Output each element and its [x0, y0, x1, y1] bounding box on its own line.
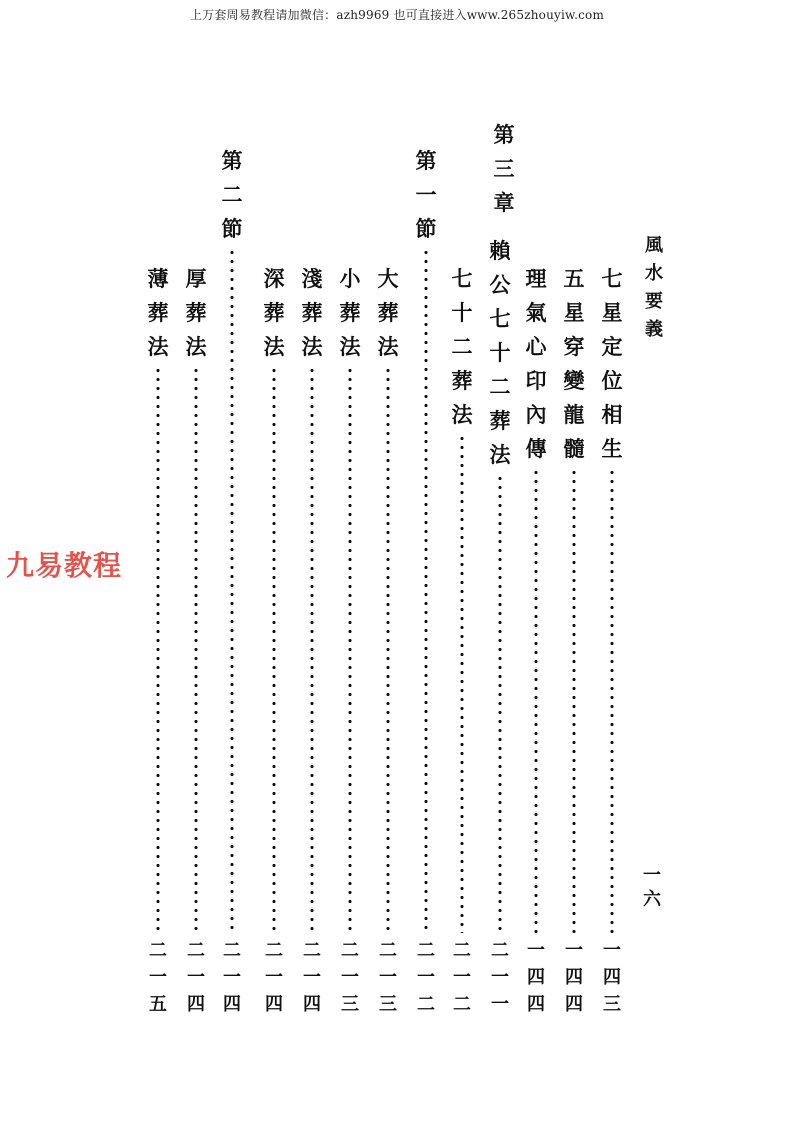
entry-page	[565, 937, 583, 1018]
glyph: 一	[643, 865, 661, 886]
glyph: 一	[603, 940, 621, 961]
glyph: 節	[415, 216, 437, 241]
glyph: 三	[603, 994, 621, 1015]
glyph: 一	[379, 967, 397, 988]
glyph: 生	[601, 436, 623, 461]
glyph: 大	[377, 266, 399, 291]
glyph: 一	[223, 967, 241, 988]
glyph: 四	[527, 994, 545, 1015]
glyph: 法	[185, 334, 207, 359]
glyph: 七	[601, 266, 623, 291]
glyph: 葬	[263, 300, 285, 325]
glyph: 葬	[451, 368, 473, 393]
glyph: 淺	[301, 266, 323, 291]
glyph: 星	[563, 300, 585, 325]
leader-dots	[610, 468, 614, 933]
glyph: 一	[527, 940, 545, 961]
glyph: 二	[303, 940, 321, 961]
entry-title	[302, 262, 323, 364]
glyph: 一	[491, 994, 509, 1015]
glyph: 七	[451, 266, 473, 291]
leader-dots	[572, 468, 576, 933]
glyph: 二	[187, 940, 205, 961]
glyph: 七	[489, 306, 511, 331]
glyph: 四	[603, 967, 621, 988]
glyph: 印	[525, 368, 547, 393]
leader-dots	[156, 366, 160, 933]
watermark: 九易教程	[6, 549, 123, 582]
glyph: 四	[527, 967, 545, 988]
leader-dots	[310, 366, 314, 933]
glyph: 四	[565, 967, 583, 988]
glyph: 公	[489, 272, 511, 297]
glyph: 二	[379, 940, 397, 961]
glyph: 變	[563, 368, 585, 393]
glyph: 四	[265, 994, 283, 1015]
leader-dots	[348, 366, 352, 933]
glyph: 義	[645, 319, 663, 340]
toc-entry	[594, 262, 630, 1018]
glyph: 三	[379, 994, 397, 1015]
glyph: 二	[489, 374, 511, 399]
leader-dots	[424, 248, 428, 933]
toc-entry	[482, 234, 518, 1018]
leader-dots	[460, 434, 464, 933]
glyph: 第	[221, 148, 243, 173]
toc-entry	[556, 262, 592, 1018]
entry-title	[340, 262, 361, 364]
glyph: 第	[493, 122, 515, 147]
glyph: 內	[525, 402, 547, 427]
glyph: 位	[601, 368, 623, 393]
leader-dots	[194, 366, 198, 933]
glyph: 二	[417, 940, 435, 961]
glyph: 葬	[489, 408, 511, 433]
glyph: 一	[453, 967, 471, 988]
glyph: 五	[149, 994, 167, 1015]
glyph: 四	[187, 994, 205, 1015]
glyph: 理	[525, 266, 547, 291]
entry-page	[303, 937, 321, 1018]
glyph: 氣	[525, 300, 547, 325]
glyph: 葬	[339, 300, 361, 325]
glyph: 葬	[377, 300, 399, 325]
glyph: 二	[221, 182, 243, 207]
glyph: 二	[451, 334, 473, 359]
glyph: 星	[601, 300, 623, 325]
glyph: 一	[265, 967, 283, 988]
glyph: 心	[525, 334, 547, 359]
toc-entry	[518, 262, 554, 1018]
chapter-title	[494, 118, 515, 220]
glyph: 一	[187, 967, 205, 988]
entry-page	[149, 937, 167, 1018]
glyph: 三	[493, 156, 515, 181]
entry-title	[564, 262, 585, 466]
entry-title	[264, 262, 285, 364]
leader-dots	[498, 474, 502, 933]
leader-dots	[230, 248, 234, 933]
glyph: 一	[149, 967, 167, 988]
glyph: 一	[491, 967, 509, 988]
entry-page	[527, 937, 545, 1018]
toc-entry	[408, 144, 444, 1018]
leader-dots	[272, 366, 276, 933]
entry-page	[341, 937, 359, 1018]
glyph: 賴	[489, 238, 511, 263]
glyph: 定	[601, 334, 623, 359]
header-title	[636, 232, 672, 344]
chapter-heading	[486, 118, 522, 220]
entry-page	[417, 937, 435, 1018]
entry-page	[603, 937, 621, 1018]
glyph: 二	[491, 940, 509, 961]
glyph: 二	[341, 940, 359, 961]
entry-page	[379, 937, 397, 1018]
glyph: 五	[563, 266, 585, 291]
entry-title	[602, 262, 623, 466]
leader-dots	[534, 468, 538, 933]
entry-page	[265, 937, 283, 1018]
toc-entry	[444, 262, 480, 1018]
glyph: 章	[493, 190, 515, 215]
glyph: 六	[643, 889, 661, 910]
glyph: 四	[223, 994, 241, 1015]
glyph: 葬	[301, 300, 323, 325]
glyph: 髓	[563, 436, 585, 461]
toc-entry	[370, 262, 406, 1018]
toc-entry	[332, 262, 368, 1018]
glyph: 葬	[185, 300, 207, 325]
toc-entry	[256, 262, 292, 1018]
glyph: 風	[645, 235, 663, 256]
entry-title	[416, 144, 437, 246]
toc-entry	[140, 262, 176, 1018]
glyph: 水	[645, 263, 663, 284]
glyph: 一	[341, 967, 359, 988]
glyph: 十	[489, 340, 511, 365]
glyph: 二	[223, 940, 241, 961]
glyph: 法	[489, 442, 511, 467]
glyph: 深	[263, 266, 285, 291]
glyph: 薄	[147, 266, 169, 291]
entry-title	[186, 262, 207, 364]
entry-page	[223, 937, 241, 1018]
glyph: 法	[147, 334, 169, 359]
glyph: 法	[451, 402, 473, 427]
toc-entry	[294, 262, 330, 1018]
glyph: 二	[417, 994, 435, 1015]
glyph: 法	[339, 334, 361, 359]
entry-title	[526, 262, 547, 466]
glyph: 十	[451, 300, 473, 325]
glyph: 傳	[525, 436, 547, 461]
entry-title	[378, 262, 399, 364]
glyph: 一	[415, 182, 437, 207]
glyph: 相	[601, 402, 623, 427]
entry-page	[491, 937, 509, 1018]
glyph: 穿	[563, 334, 585, 359]
glyph: 法	[301, 334, 323, 359]
glyph: 一	[417, 967, 435, 988]
glyph: 第	[415, 148, 437, 173]
glyph: 龍	[563, 402, 585, 427]
entry-title	[222, 144, 243, 246]
entry-title	[148, 262, 169, 364]
glyph: 四	[565, 994, 583, 1015]
glyph: 一	[303, 967, 321, 988]
glyph: 葬	[147, 300, 169, 325]
glyph: 二	[149, 940, 167, 961]
leader-dots	[386, 366, 390, 933]
glyph: 法	[377, 334, 399, 359]
top-banner: 上万套周易教程请加微信：azh9969 也可直接进入www.265zhouyiw.com	[189, 8, 605, 22]
entry-page	[187, 937, 205, 1018]
entry-page	[453, 937, 471, 1018]
entry-title	[452, 262, 473, 432]
glyph: 小	[339, 266, 361, 291]
folio	[634, 864, 670, 912]
glyph: 二	[453, 994, 471, 1015]
glyph: 法	[263, 334, 285, 359]
glyph: 二	[265, 940, 283, 961]
glyph: 厚	[185, 266, 207, 291]
glyph: 要	[645, 291, 663, 312]
glyph: 二	[453, 940, 471, 961]
glyph: 三	[341, 994, 359, 1015]
entry-title	[490, 234, 511, 472]
glyph: 一	[565, 940, 583, 961]
toc-entry	[214, 144, 250, 1018]
glyph: 節	[221, 216, 243, 241]
toc-entry	[178, 262, 214, 1018]
glyph: 四	[303, 994, 321, 1015]
